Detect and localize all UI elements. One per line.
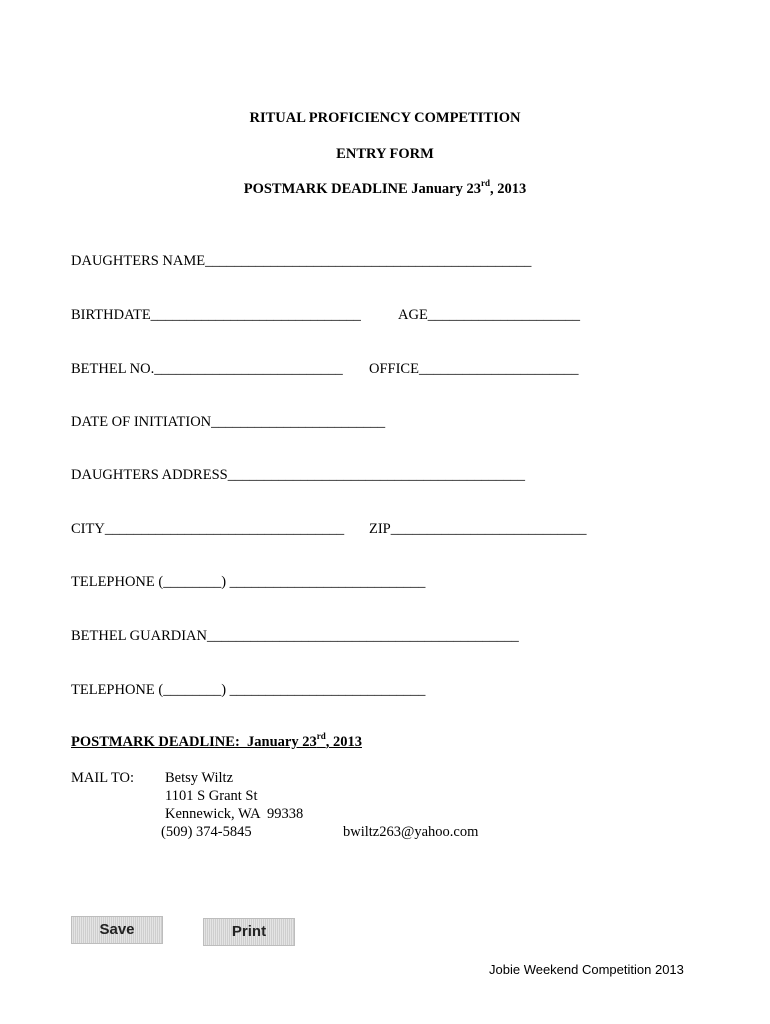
age-field[interactable]: AGE_____________________	[398, 307, 581, 323]
mail-to-email: bwiltz263@yahoo.com	[343, 824, 479, 840]
deadline-notice-suffix: , 2013	[325, 734, 362, 750]
guardian-telephone-field[interactable]: TELEPHONE (________) ___________________________	[71, 682, 426, 698]
save-button[interactable]: Save	[71, 916, 163, 944]
footer-text: Jobie Weekend Competition 2013	[489, 962, 684, 977]
mail-to-phone: (509) 374-5845	[161, 824, 252, 840]
postmark-deadline-notice	[71, 731, 362, 751]
deadline-heading-sup: rd	[481, 178, 490, 188]
daughters-name-field[interactable]: DAUGHTERS NAME_____________________________________________	[71, 253, 532, 269]
date-of-initiation-field[interactable]: DATE OF INITIATION________________________	[71, 414, 386, 430]
form-subtitle: ENTRY FORM	[336, 146, 434, 162]
bethel-no-field[interactable]: BETHEL NO.__________________________	[71, 361, 343, 377]
form-title: RITUAL PROFICIENCY COMPETITION	[249, 110, 521, 126]
daughters-address-field[interactable]: DAUGHTERS ADDRESS_________________________________________	[71, 467, 525, 483]
deadline-heading-suffix: , 2013	[490, 181, 527, 197]
deadline-heading-prefix: POSTMARK DEADLINE January 23	[243, 181, 481, 197]
postmark-deadline-heading	[0, 178, 770, 198]
mail-to-street: 1101 S Grant St	[165, 788, 258, 804]
deadline-notice-prefix: POSTMARK DEADLINE: January 23	[71, 734, 317, 750]
telephone-field[interactable]: TELEPHONE (________) ___________________________	[71, 574, 426, 590]
mail-to-name: Betsy Wiltz	[165, 770, 234, 786]
zip-field[interactable]: ZIP___________________________	[369, 521, 587, 537]
print-button[interactable]: Print	[203, 918, 295, 946]
birthdate-field[interactable]: BIRTHDATE_____________________________	[71, 307, 361, 323]
mail-to-city-state-zip: Kennewick, WA 99338	[165, 806, 304, 822]
city-field[interactable]: CITY_________________________________	[71, 521, 345, 537]
mail-to-label: MAIL TO:	[71, 770, 134, 786]
bethel-guardian-field[interactable]: BETHEL GUARDIAN___________________________________________	[71, 628, 519, 644]
deadline-notice-sup: rd	[316, 731, 326, 741]
office-field[interactable]: OFFICE______________________	[369, 361, 579, 377]
